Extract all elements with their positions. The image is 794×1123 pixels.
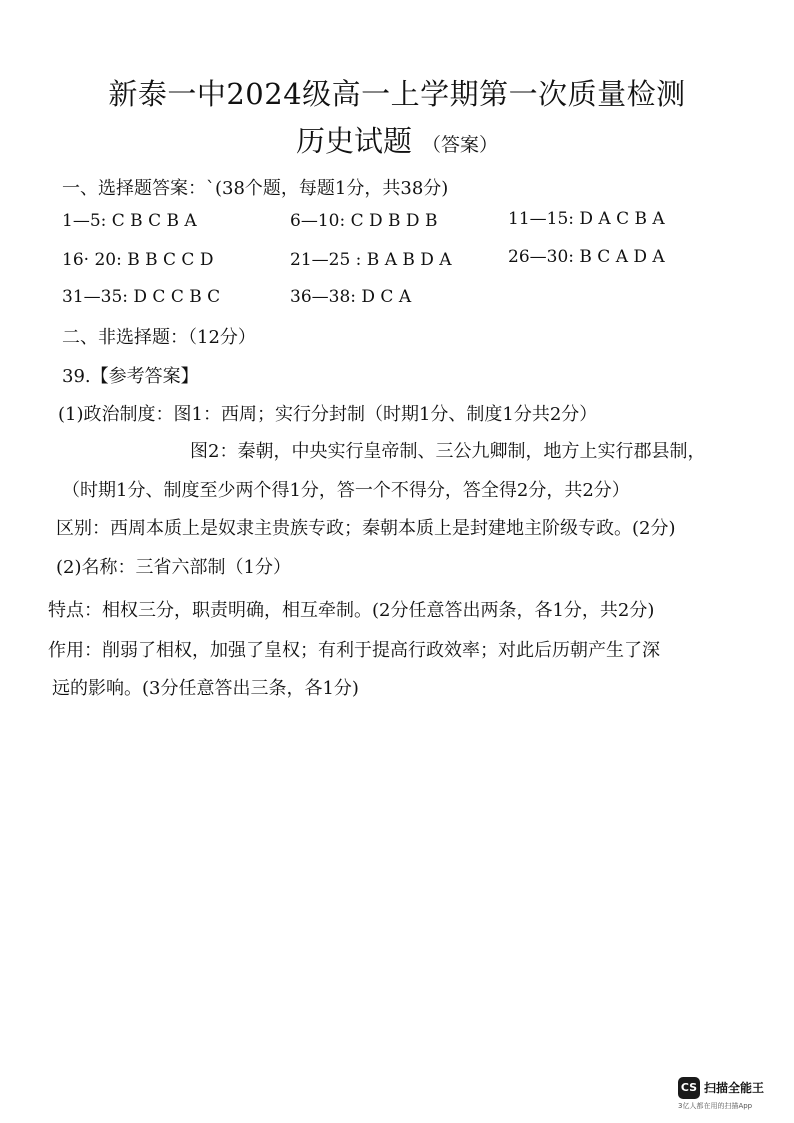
section1-heading: 一、选择题答案：`(38个题，每题1分，共38分) xyxy=(62,178,449,199)
answer-line: 区别：西周本质上是奴隶主贵族专政；秦朝本质上是封建地主阶级专政。(2分) xyxy=(56,518,676,539)
answer-line: （时期1分、制度至少两个得1分，答一个不得分，答全得2分，共2分） xyxy=(62,480,630,501)
camscanner-icon: CS xyxy=(678,1077,700,1099)
subtitle-text: 历史试题 xyxy=(295,124,412,158)
answer-line: (2)名称：三省六部制（1分） xyxy=(56,557,291,578)
scanner-watermark xyxy=(678,1077,778,1111)
answer-group: 21—25 : B A B D A xyxy=(290,250,452,270)
watermark-tagline: 3亿人都在用的扫描App xyxy=(678,1102,753,1110)
document-subtitle xyxy=(0,119,794,160)
answer-group: 1—5: C B C B A xyxy=(62,211,197,231)
answer-line: (1)政治制度：图1：西周；实行分封制（时期1分、制度1分共2分） xyxy=(58,404,598,425)
watermark-brand: 扫描全能王 xyxy=(704,1081,765,1095)
answer-line: 特点：相权三分，职责明确，相互牵制。(2分任意答出两条，各1分，共2分) xyxy=(48,600,655,621)
answer-group: 16· 20: B B C C D xyxy=(62,250,214,270)
section2-heading: 二、非选择题：（12分） xyxy=(62,327,256,348)
answer-group: 6—10: C D B D B xyxy=(290,211,438,231)
answer-line: 作用：削弱了相权，加强了皇权；有利于提高行政效率；对此后历朝产生了深 xyxy=(48,640,660,661)
answer-group: 31—35: D C C B C xyxy=(62,287,221,307)
answer-line: 图2：秦朝，中央实行皇帝制、三公九卿制，地方上实行郡县制， xyxy=(190,441,706,462)
answer-line: 远的影响。(3分任意答出三条，各1分) xyxy=(52,678,359,699)
subtitle-note: （答案） xyxy=(422,134,499,156)
answer-group: 26—30: B C A D A xyxy=(508,247,665,267)
question-39-heading: 39.【参考答案】 xyxy=(62,366,199,387)
answer-group: 36—38: D C A xyxy=(290,287,412,307)
document-title: 新泰一中2024级高一上学期第一次质量检测 xyxy=(108,77,686,111)
answer-group: 11—15: D A C B A xyxy=(508,209,665,229)
